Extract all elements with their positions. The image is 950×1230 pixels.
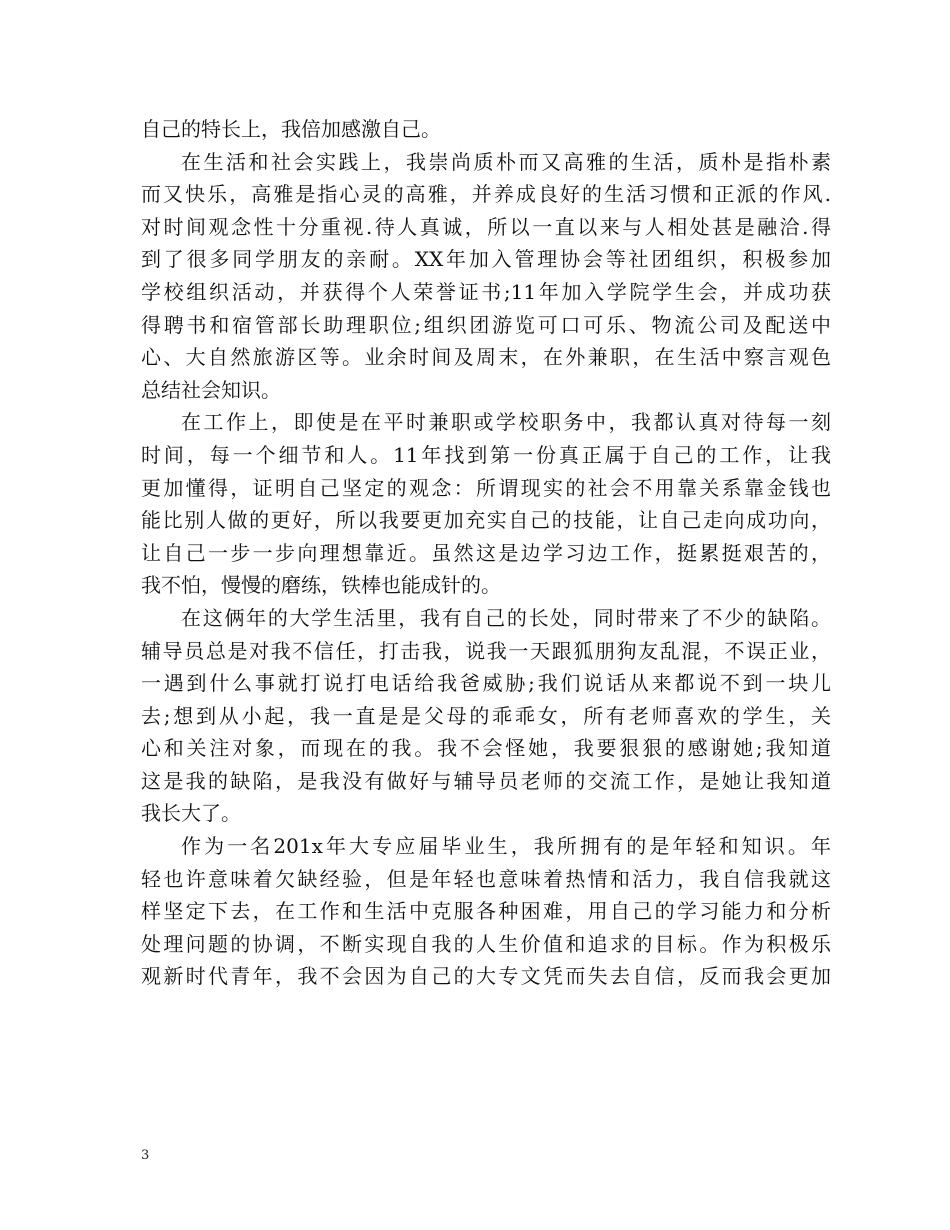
text-line: 对时间观念性十分重视.待人真诚，所以一直以来与人相处甚是融洽.得 — [141, 214, 831, 239]
text-line: 让自己一步一步向理想靠近。虽然这是边学习边工作，挺累挺艰苦的， — [141, 540, 831, 565]
text-line: 作为一名201x年大专应届毕业生，我所拥有的是年轻和知识。年 — [181, 834, 831, 859]
text-line: 自己的特长上，我倍加感激自己。 — [141, 117, 441, 141]
text-line: 时间，每一个细节和人。11年找到第一份真正属于自己的工作，让我 — [141, 442, 831, 467]
text-line: 一遇到什么事就打说打电话给我爸威胁;我们说话从来都说不到一块儿 — [141, 671, 831, 696]
text-line: 这是我的缺陷，是我没有做好与辅导员老师的交流工作，是她让我知道 — [141, 768, 831, 793]
text-line: 能比别人做的更好，所以我要更加充实自己的技能，让自己走向成功向， — [141, 508, 831, 533]
text-line: 轻也许意味着欠缺经验，但是年轻也意味着热情和活力，我自信我就这 — [141, 866, 831, 891]
text-line: 在生活和社会实践上，我崇尚质朴而又高雅的生活，质朴是指朴素 — [181, 149, 831, 174]
text-line: 学校组织活动，并获得个人荣誉证书;11年加入学院学生会，并成功获 — [141, 279, 831, 304]
text-line: 在这俩年的大学生活里，我有自己的长处，同时带来了不少的缺陷。 — [181, 605, 831, 630]
text-line: 处理问题的协调，不断实现自我的人生价值和追求的目标。作为积极乐 — [141, 931, 831, 956]
text-line: 样坚定下去，在工作和生活中克服各种困难，用自己的学习能力和分析 — [141, 899, 831, 924]
page-number: 3 — [141, 1148, 150, 1163]
text-line: 在工作上，即使是在平时兼职或学校职务中，我都认真对待每一刻 — [181, 410, 831, 435]
text-line: 心和关注对象，而现在的我。我不会怪她，我要狠狠的感谢她;我知道 — [141, 736, 831, 761]
text-line: 心、大自然旅游区等。业余时间及周末，在外兼职，在生活中察言观色 — [141, 345, 831, 370]
text-line: 到了很多同学朋友的亲耐。XX年加入管理协会等社团组织，积极参加 — [141, 247, 831, 272]
text-line: 更加懂得，证明自己坚定的观念：所谓现实的社会不用靠关系靠金钱也 — [141, 475, 831, 500]
text-line: 我长大了。 — [141, 801, 241, 826]
text-line: 观新时代青年，我不会因为自己的大专文凭而失去自信，反而我会更加 — [141, 964, 831, 989]
text-line: 总结社会知识。 — [141, 377, 281, 402]
body-text — [141, 113, 831, 993]
text-line: 去;想到从小起，我一直是是父母的乖乖女，所有老师喜欢的学生，关 — [141, 703, 831, 728]
text-line: 辅导员总是对我不信任，打击我，说我一天跟狐朋狗友乱混，不误正业， — [141, 638, 831, 663]
text-line: 我不怕，慢慢的磨练，铁棒也能成针的。 — [141, 573, 501, 598]
text-line: 得聘书和宿管部长助理职位;组织团游览可口可乐、物流公司及配送中 — [141, 312, 831, 337]
text-line: 而又快乐，高雅是指心灵的高雅，并养成良好的生活习惯和正派的作风. — [141, 182, 831, 207]
